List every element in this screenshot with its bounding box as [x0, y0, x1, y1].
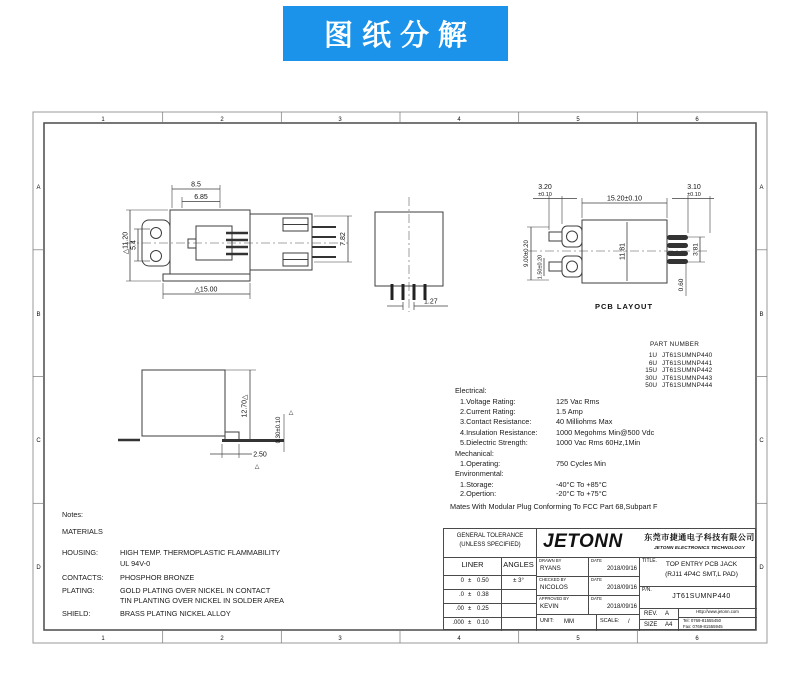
- dim-front-right: 7.82: [340, 232, 347, 246]
- spec-label: 1.Voltage Rating:: [460, 396, 516, 406]
- spec-row: [450, 480, 750, 489]
- checked-by-label: CHECKED BY: [539, 577, 567, 582]
- dim-pcb-pad-left: 1.50±0.20: [537, 254, 544, 280]
- tolerance-header-2: (UNLESS SPECIFIED): [459, 542, 521, 548]
- tb-line: [444, 589, 536, 590]
- material-row-cont: [62, 559, 362, 570]
- material-row: [62, 548, 362, 559]
- part-number-row: [640, 352, 766, 360]
- tel: Tel: 0769-81555450: [683, 618, 721, 623]
- pn-qty: 30U: [645, 374, 657, 382]
- material-label: CONTACTS:: [62, 573, 104, 582]
- spec-label: 1.Storage:: [460, 479, 494, 489]
- tri-marker: △: [288, 410, 294, 416]
- unit-label: UNIT:: [540, 618, 554, 624]
- tolerance-header-1: GENERAL TOLERANCE: [456, 533, 524, 539]
- jetonn-logo: JETONN: [543, 531, 623, 552]
- spec-row: [450, 459, 750, 469]
- tol-pm: ±: [468, 620, 472, 626]
- grid-col-label: 2: [220, 117, 224, 123]
- tol-value: 0.10: [477, 620, 489, 626]
- material-label: HOUSING:: [62, 548, 99, 557]
- front-view: [122, 185, 352, 299]
- material-label: SHIELD:: [62, 608, 91, 618]
- scale-label: SCALE:: [600, 618, 620, 624]
- grid-col-label: 4: [457, 117, 461, 123]
- pn-qty: 50U: [645, 382, 657, 390]
- tol-value: 0.38: [477, 592, 489, 598]
- spec-row: [450, 438, 750, 448]
- materials-header: MATERIALS: [62, 527, 103, 536]
- drawing-title-line1: TOP ENTRY PCB JACK: [665, 561, 738, 568]
- drawn-by-label: DRAWN BY: [539, 558, 562, 563]
- grid-col-label: 3: [338, 636, 342, 642]
- spec-row: [450, 397, 750, 407]
- material-value: TIN PLANTING OVER NICKEL IN SOLDER AREA: [120, 596, 284, 605]
- side-view: [118, 370, 284, 458]
- angles-header: ANGLES: [503, 560, 534, 569]
- pn-value: JT61SUMNP443: [662, 374, 713, 382]
- grid-row-label: D: [36, 565, 41, 571]
- dim-pcb-width: 15.20±0.10: [607, 195, 642, 203]
- tol-digits: .00: [455, 606, 464, 612]
- spec-value: 1.5 Amp: [556, 406, 583, 416]
- website: Http://www.jetonn.com: [696, 609, 739, 614]
- side-view-dims: [242, 394, 294, 470]
- spec-label: 2.Current Rating:: [460, 406, 516, 416]
- grid-row-label: B: [759, 312, 764, 318]
- grid-col-label: 2: [220, 636, 224, 642]
- spec-row: [450, 489, 750, 498]
- company-name-cn: 东莞市捷通电子科技有限公司: [644, 533, 755, 542]
- tb-line: [639, 619, 678, 620]
- liner-header: LINER: [461, 560, 484, 569]
- drawn-by-name: RYANS: [540, 565, 561, 572]
- material-value: GOLD PLATING OVER NICKEL IN CONTACT: [120, 585, 271, 595]
- dim-front-bottom: △15.00: [194, 286, 218, 294]
- grid-col-label: 4: [457, 636, 461, 642]
- part-number-row: [640, 375, 766, 383]
- grid-col-label: 1: [101, 117, 105, 123]
- part-number-row: [640, 360, 766, 368]
- rev-label: REV.: [644, 610, 658, 617]
- pin-view: [375, 197, 448, 312]
- spec-label: 4.Insulation Resistance:: [460, 427, 538, 437]
- grid-col-label: 5: [576, 636, 580, 642]
- grid-col-label: 6: [695, 117, 699, 123]
- scale-value: /: [628, 618, 630, 625]
- dim-pcb-pitch-right: 3.81: [692, 243, 700, 256]
- approved-by-name: KEVIN: [540, 603, 559, 610]
- pn-qty: 6U: [648, 359, 657, 367]
- dim-pcb-tab-left-tol: ±0.10: [538, 192, 552, 198]
- grid-col-label: 6: [695, 636, 699, 642]
- dim-front-top-inner: 6.85: [194, 194, 208, 201]
- part-number-value: JT61SUMNP440: [672, 593, 731, 600]
- tb-line: [639, 586, 757, 587]
- grid-row-label: C: [759, 438, 764, 444]
- dim-pcb-tab-right: 3.10: [687, 184, 701, 191]
- spec-label: 3.Contact Resistance:: [460, 417, 532, 427]
- spec-value: 125 Vac Rms: [556, 396, 600, 406]
- pn-qty: 15U: [645, 367, 657, 375]
- dim-pcb-pad-bottom: 0.60: [678, 278, 685, 292]
- spec-value: -20°C To +75°C: [556, 489, 607, 499]
- unit-value: MM: [564, 618, 574, 625]
- size-label: SIZE: [644, 622, 658, 628]
- material-row: [62, 573, 362, 584]
- title-block: [443, 528, 756, 630]
- part-number-list: [640, 341, 766, 390]
- tb-line: [536, 614, 639, 615]
- dim-pcb-height-left: 9.00±0.20: [524, 240, 530, 267]
- grid-col-label: 5: [576, 117, 580, 123]
- pn-value: JT61SUMNP442: [662, 367, 713, 375]
- drawing-title-line2: (RJ11 4P4C SMT,L PAD): [665, 570, 738, 578]
- grid-row-label: C: [36, 438, 41, 444]
- tol-value: 0.50: [477, 578, 489, 584]
- material-value: HIGH TEMP. THERMOPLASTIC FLAMMABILITY: [120, 548, 281, 557]
- dim-side-standoff: 0.30±0.10: [276, 416, 282, 444]
- grid-row-label: A: [36, 185, 41, 191]
- mechanical-header: Mechanical:: [455, 448, 494, 458]
- mating-note: Mates With Modular Plug Conforming To FCC Part 68,Subpart F: [450, 502, 658, 512]
- pcb-layout-label: PCB LAYOUT: [594, 302, 654, 311]
- environmental-header: Environmental:: [455, 469, 504, 479]
- pn-value: JT61SUMNP440: [662, 352, 713, 359]
- dim-pcb-height-center: 11.81: [619, 243, 627, 260]
- title-label: TITLE.: [642, 558, 658, 564]
- spec-row: [450, 428, 750, 438]
- spec-row: [450, 407, 750, 417]
- pn-qty: 1U: [648, 352, 657, 359]
- dim-side-height: 12.70△: [241, 394, 249, 418]
- grid-row-label: A: [759, 185, 764, 191]
- tb-line: [444, 603, 536, 604]
- date-label: DATE: [591, 558, 602, 563]
- tol-digits: .0: [458, 592, 464, 598]
- dim-side-depth: 2.50: [253, 451, 267, 459]
- dim-pin-pitch: 1.27: [424, 298, 438, 306]
- material-value: PHOSPHOR BRONZE: [120, 573, 195, 582]
- spec-label: 1.Operating:: [460, 459, 501, 469]
- material-row: [62, 609, 362, 620]
- notes-header: Notes:: [62, 510, 84, 519]
- pn-label: P/N.: [642, 587, 652, 593]
- dim-front-left-inner: 5.4: [130, 240, 138, 250]
- dim-front-top: 8.5: [191, 181, 201, 189]
- grid-row-label: D: [759, 565, 764, 571]
- tol-digits: 0: [460, 578, 464, 584]
- grid-row-label: B: [36, 312, 41, 318]
- spec-label: 5.Dielectric Strength:: [460, 438, 528, 448]
- checked-date: 2018/09/16: [606, 585, 637, 591]
- part-number-row: [640, 367, 766, 375]
- material-row: [62, 586, 362, 597]
- specs-block: [450, 386, 750, 512]
- fax: Fax: 0769-81555945: [683, 624, 723, 629]
- electrical-header: Electrical:: [455, 386, 487, 395]
- tol-pm: ±: [468, 578, 472, 584]
- approved-by-label: APPROVED BY: [539, 596, 570, 601]
- part-number-title: PART NUMBER: [650, 341, 700, 348]
- tb-line: [444, 617, 536, 618]
- tb-line: [536, 529, 537, 631]
- pn-value: JT61SUMNP444: [662, 382, 713, 390]
- dim-pcb-tab-right-tol: ±0.10: [687, 192, 701, 198]
- tol-value: 0.25: [477, 606, 489, 612]
- approved-date: 2018/09/16: [606, 604, 637, 610]
- angles-value: ± 3°: [513, 578, 524, 584]
- tb-line: [444, 575, 536, 576]
- spec-label: 2.Opertion:: [460, 489, 497, 499]
- spec-row: [450, 417, 750, 427]
- checked-by-name: NICOLOS: [540, 584, 568, 591]
- company-name-en: JETONN ELECTRONICS TECHNOLOGY: [653, 545, 746, 550]
- tol-pm: ±: [468, 592, 472, 598]
- notes-block: [62, 510, 362, 619]
- dim-pcb-tab-left: 3.20: [538, 184, 552, 191]
- material-value: BRASS PLATING NICKEL ALLOY: [120, 608, 231, 618]
- spec-value: 750 Cycles Min: [556, 459, 606, 469]
- rev-value: A: [665, 610, 670, 617]
- tb-line: [596, 614, 597, 631]
- tb-line: [588, 557, 589, 614]
- banner-title: 图纸分解: [323, 20, 476, 52]
- spec-value: 1000 Megohms Min@500 Vdc: [556, 427, 655, 437]
- material-label: PLATING:: [62, 585, 95, 595]
- pn-value: JT61SUMNP441: [662, 359, 713, 367]
- material-row-cont: [62, 596, 362, 607]
- tol-digits: .000: [452, 620, 464, 626]
- tol-pm: ±: [468, 606, 472, 612]
- spec-value: 40 Milliohms Max: [556, 417, 613, 427]
- date-label: DATE: [591, 577, 602, 582]
- dim-front-left: △11.20: [122, 231, 130, 255]
- spec-value: 1000 Vac Rms 60Hz,1Min: [556, 438, 641, 448]
- spec-value: -40°C To +85°C: [556, 479, 607, 489]
- size-value: A4: [665, 622, 673, 628]
- pin-view-dims: [424, 299, 438, 306]
- grid-col-label: 3: [338, 117, 342, 123]
- tri-marker: △: [254, 464, 260, 470]
- material-value: UL 94V-0: [120, 558, 151, 568]
- grid-col-label: 1: [101, 636, 105, 642]
- date-label: DATE: [591, 596, 602, 601]
- drawn-date: 2018/09/16: [606, 566, 637, 572]
